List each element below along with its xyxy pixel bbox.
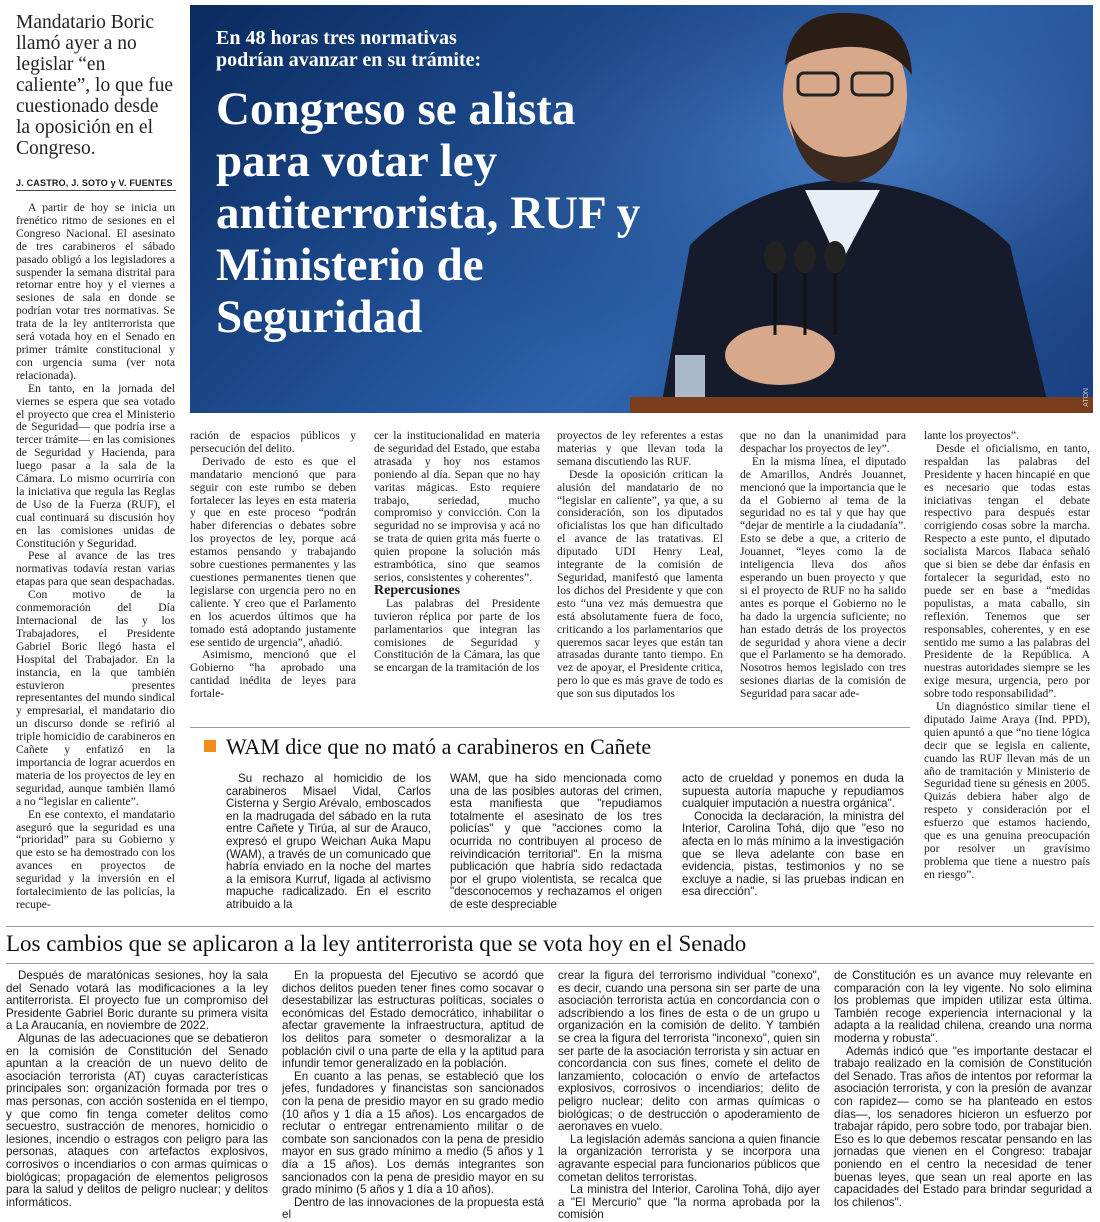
paragraph: Además indicó que "es importante destacar el trabajo realizado en la comisión de Constitución del Senado. Tras años de intentos por reformar la asociación terrorista, y con la presión de avanzar con rapidez— como se ha planteado en estos días—, los senadores hicieron un esfuerzo por trabajar rápido, pero sobre todo, por trabajar bien. Eso es lo que debemos rescatar pensando en las jornadas que vienen en el Congreso: trabajar poniendo en el centro la necesidad de tener buenas leyes, que sean un real aporte en las capacidades del Estado para brindar seguridad a los chilenos". [834, 1044, 1092, 1209]
sidebar-column-3 [558, 970, 820, 1222]
paragraph: acto de crueldad y ponemos en duda la supuesta autoría mapuche y repudiamos cualquier imputación a nuestra orgánica". [682, 772, 904, 811]
paragraph: Algunas de las adecuaciones que se debatieron en la comisión de Constitución del Senado apuntan a la creación de un nuevo delito de asociación terrorista (AT) cuyas características principales son: organización formada por tres o mas personas, con acción sostenida en el tiempo, y que como fin tenga cometer delitos como secuestro, sustracción de menores, homicidio o lesiones, incendio o estragos con peligro para las personas, ataques con artefactos explosivos, corrosivos o incendiarios o con armas químicas o biológicas; propagación de elementos peligrosos para la salud y delitos de peligro nuclear; y delitos informáticos. [6, 1031, 268, 1209]
accent-square [204, 740, 216, 752]
paragraph: Desde el oficialismo, en tanto, respaldan las palabras del Presidente y hacen hincapié en que es necesario que todas estas iniciativas tengan el debate respectivo para después estar corrigiendo cosas sobre la marcha. Respecto a este punto, el diputado socialista Marcos Ilabaca señaló que si bien se debe dar énfasis en fortalecer la seguridad, esto no puede ser en base a “medidas populistas, a mata caballo, sin reflexión. Tenemos que ser responsables, coherentes, y en ese sentido me sumo a las palabras del Presidente de la República. A nuestras autoridades siempre se les exige mesura, urgencia, pero por sobre todo responsabilidad”. [924, 441, 1090, 701]
hero-kicker: En 48 horas tres normativas podrían avanzar en su trámite: [216, 27, 482, 71]
subhead: Repercusiones [374, 582, 461, 598]
paragraph: crear la figura del terrorismo individual "conexo", es decir, cuando una persona sin ser parte de una asociación terrorista actúa en concordancia con o adscribiendo a los fines de esta o de un grupo u organización en la comisión de delito. Y también se crea la figura del terrorista "inconexo", quien sin ser parte de la asociación terrorista y sin actuar en concordancia con sus fines, comete el delito de lanzamiento, colocación o envío de artefactos explosivos, corrosivos o incendiarios; delito de peligro nuclear; delito con armas químicas o biológicas; o de destrucción o apoderamiento de aeronaves en vuelo. [558, 969, 820, 1134]
paragraph: que no dan la unanimidad para despachar los proyectos de ley”. [740, 429, 906, 455]
divider [6, 963, 1094, 964]
paragraph: Pese al avance de las tres normativas todavía restan varias etapas para que sean despachadas. [16, 549, 175, 589]
body-column-2 [190, 430, 356, 701]
body-column-5 [740, 430, 906, 701]
paragraph: Un diagnóstico similar tiene el diputado Jaime Araya (Ind. PPD), quien apuntó a que “no tiene lógica decir que se legisla en caliente, cuando las RUF llevan más de un año de tramitación y Ministerio de Seguridad tiene su génesis en 2005. Quizás debiera haber algo de respeto y consideración por el esfuerzo que estamos haciendo, que es una genuina preocupación por resolver un gravísimo problema que tiene a nuestro país en riesgo”. [924, 700, 1090, 881]
paragraph: cer la institucionalidad en materia de seguridad del Estado, que estaba atrasada y hoy nos estamos poniendo al día. Sepan que no hay varitas mágicas. Esto requiere trabajo, seriedad, mucho compromiso y convicción. Con la seguridad no se improvisa y acá no se trata de quien grita más fuerte o quien propone la solución más estrambótica, sino que seamos serios, consistentes y coherentes”. [374, 429, 540, 584]
headline: Congreso se alista para votar ley antiterrorista, RUF y Ministerio de Seguridad [216, 83, 641, 343]
photo-credit: ATON [1083, 388, 1090, 407]
paragraph: de Constitución es un avance muy relevante en comparación con la ley vigente. No solo elimina los problemas que impiden utilizar esta última. También recoge experiencia internacional y la adapta a la realidad chilena, creando una norma moderna y robusta". [834, 969, 1092, 1045]
body-column-3 [374, 430, 540, 675]
sidebar-column-4 [834, 970, 1092, 1209]
paragraph: ración de espacios públicos y persecución del delito. [190, 429, 356, 455]
wam-column-3 [682, 773, 904, 899]
paragraph: Asimismo, mencionó que el Gobierno “ha aprobado una cantidad inédita de leyes para fortale- [190, 648, 356, 701]
sidebar-headline: Los cambios que se aplicaron a la ley antiterrorista que se vota hoy en el Senado [6, 931, 747, 956]
divider [6, 926, 1094, 927]
paragraph: La legislación además sanciona a quien financie la organización terrorista y se incorpora una agravante especial para funcionarios públicos que cometan delitos terroristas. [558, 1132, 820, 1184]
divider [190, 727, 910, 728]
article-deck: Mandatario Boric llamó ayer a no legislar “en caliente”, lo que fue cuestionado desde la oposición en el Congreso. [16, 12, 173, 159]
sidebar-column-2 [282, 970, 544, 1222]
wam-column-2: WAM, que ha sido mencionada como una de las posibles autoras del crimen, esta manifiesta que "repudiamos totalmente el asesinato de los tres policías" y que "acciones como la ocurrida no contribuyen al proceso de reivindicación territorial". En la misma publicación que habría sido redactada por el grupo violentista, se recalca que "desconocemos y rechazamos el origen de este despreciable [450, 772, 662, 911]
paragraph: En la propuesta del Ejecutivo se acordó que dichos delitos pueden tener fines como socavar o desestabilizar las estructuras políticas, sociales o económicas del Estado democrático, inhabilitar o afectar gravemente la infraestructura, aptitud de los delitos para someter o desmoralizar a la población civil o una parte de ella y la aptitud para infundir temor generalizado en la población. [282, 969, 544, 1071]
paragraph: Después de maratónicas sesiones, hoy la sala del Senado votará las modificaciones a la ley antiterrorista. El proyecto fue un compromiso del Presidente Gabriel Boric durante su primera visita a La Araucanía, en noviembre de 2022. [6, 969, 268, 1033]
paragraph: Dentro de las innovaciones de la propuesta está el [282, 1195, 544, 1222]
wam-headline: WAM dice que no mató a carabineros en Cañete [226, 734, 652, 759]
paragraph: proyectos de ley referentes a estas materias y que llevan toda la semana discutiendo las RUF. [557, 429, 723, 468]
paragraph: La ministra del Interior, Carolina Tohá, dijo ayer a "El Mercurio" que "la norma aprobada por la comisión [558, 1183, 820, 1222]
article-byline: J. CASTRO, J. SOTO y V. FUENTES [16, 178, 176, 191]
paragraph: A partir de hoy se inicia un frenético ritmo de sesiones en el Congreso Nacional. El asesinato de tres carabineros el sábado pasado obligó a los legisladores a suspender la semana distrital para retornar entre hoy y el viernes a sesiones de sala en donde se podrían votar tres normativas. Se trata de la ley antiterrorista que será votada hoy en el Senado en primer trámite constitucional y con urgencia suma (ver nota relacionada). [16, 201, 175, 382]
hero-photo [190, 5, 1093, 413]
paragraph: Conocida la declaración, la ministra del Interior, Carolina Tohá, dijo que "eso no afecta en lo más mínimo a la investigación que se lleva adelante con base en evidencia, pistas, testimonios y no se excluye a nadie, si las pruebas indican en esa dirección". [682, 809, 904, 899]
sidebar-column-1 [6, 970, 268, 1209]
wam-column-1: Su rechazo al homicidio de los carabineros Misael Vidal, Carlos Cisterna y Sergio Arévalo, emboscados en la madrugada del sábado en la ruta entre Cañete y Tirúa, al sur de Arauco, expresó el grupo Weichan Auka Mapu (WAM), a través de un comunicado que habría enviado en la noche del martes a la emisora Kurruf, ligada al activismo mapuche radicalizado. En el escrito atribuido a la [226, 772, 431, 911]
paragraph: Con motivo de la conmemoración del Día Internacional de las y los Trabajadores, el Presidente Gabriel Boric llegó hasta el Hospital del Trabajador. En la instancia, en la que también estuvieron presentes representantes del mundo sindical y empresarial, el mandatario dio un discurso donde se refirió al triple homicidio de carabineros en Cañete y enfatizó en la importancia de lograr acuerdos en materia de los proyectos de ley en seguridad, aunque también llamó a no “legislar en caliente”. [16, 588, 175, 808]
paragraph: Derivado de esto es que el mandatario mencionó que para seguir con este rumbo se deben fortalecer las leyes en esta materia y que en este proceso “podrán haber diferencias o debates sobre los proyectos de ley, porque acá estamos pensando y trabajando sobre cuestiones permanentes y las cuestiones permanentes tienen que legislarse con urgencia pero no en caliente. Y creo que el Parlamento en los acuerdos últimos que ha tomado está adoptando justamente ese sentido de urgencia”, añadió. [190, 454, 356, 649]
paragraph: Las palabras del Presidente tuvieron réplica por parte de los parlamentarios que integran las comisiones de Seguridad y Constitución de la Cámara, las que se encargan de la tramitación de los [374, 596, 540, 675]
paragraph: En tanto, en la jornada del viernes se espera que sea votado el proyecto que crea el Ministerio de Seguridad— que podría irse a tercer trámite— en las comisiones de Seguridad y Hacienda, para luego pasar a la sala de la Cámara. Lo mismo ocurriría con la iniciativa que regula las Reglas de Uso de la Fuerza (RUF), el cual continuará su discusión hoy en las comisiones unidas de Constitución y Seguridad. [16, 381, 175, 550]
paragraph: Desde la oposición critican la alusión del mandatario de no “legislar en caliente”, ya que, a su consideración, son los diputados oficialistas los que han dificultado el avance de las tratativas. El diputado UDI Henry Leal, integrante de la comisión de Seguridad, manifestó que lamenta los dichos del Presidente y que con esto “una vez más demuestra que está absolutamente fuera de foco, criticando a los parlamentarios que queremos sacar leyes que están tan atrasadas durante tanto tiempo. En vez de apoyar, el Presidente critica, pero lo que es más grave de todo es que son sus diputados los [557, 467, 723, 701]
body-column-1 [16, 202, 175, 912]
paragraph: En la misma línea, el diputado de Amarillos, Andrés Jouannet, mencionó que la importancia que le da el Gobierno al tema de la seguridad no es tal y que hay que “dejar de mentirle a la ciudadanía”. Esto se debe a que, a criterio de Jouannet, “leyes como la de inteligencia lleva dos años esperando un buen proyecto y que si el proyecto de RUF no ha salido antes es porque el Gobierno no le ha dado la urgencia suficiente; no han estado detrás de los proyectos de seguridad y ahora viene a decir que el Parlamento se ha demorado. Nosotros hemos legislado con tres sesiones diarias de la comisión de Seguridad para sacar ade- [740, 454, 906, 701]
paragraph: En ese contexto, el mandatario aseguró que la seguridad es una “prioridad” para su Gobierno y que esto se ha demostrado con los avances en proyectos de seguridad y la inversión en el fortalecimiento de las policías, la recupe- [16, 807, 175, 911]
paragraph: lante los proyectos”. [924, 429, 1019, 442]
body-column-6 [924, 430, 1090, 882]
body-column-4 [557, 430, 723, 701]
paragraph: En cuanto a las penas, se estableció que los jefes, fundadores y financistas son sancionados con la pena de presidio mayor en su grado medio (10 años y 1 día a 15 años). Los encargados de reclutar o entregar entrenamiento militar o de combate son sancionados con la pena de presidio mayor en sus grado mínimo a medio (5 años y 1 día a 15 años). Los demás integrantes son sancionados con la pena de presidio mayor en su grado mínimo (5 años y 1 día a 10 años). [282, 1069, 544, 1197]
